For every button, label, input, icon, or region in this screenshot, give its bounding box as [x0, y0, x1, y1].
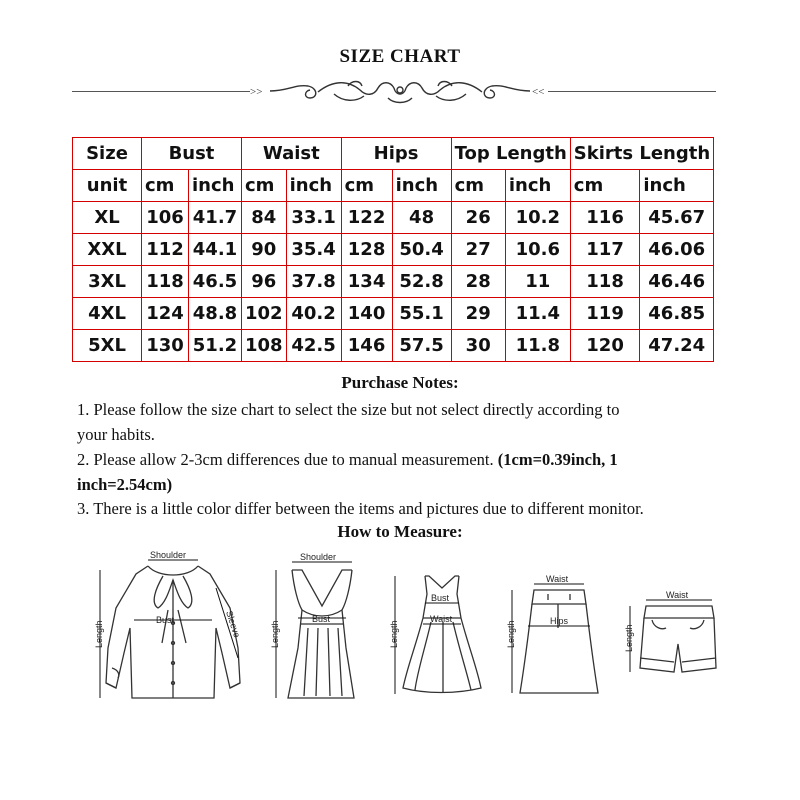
table-row [73, 330, 714, 362]
header-hips: Hips [341, 138, 451, 170]
table-cell: 112 [142, 234, 189, 266]
header-waist: Waist [242, 138, 342, 170]
header-skirts-length: Skirts Length [570, 138, 713, 170]
table-cell: 30 [451, 330, 505, 362]
note-1-line-1: 1. Please follow the size chart to select the size but not select directly according to [77, 400, 620, 419]
dress-waist-label: Waist [430, 614, 453, 624]
table-cell: 44.1 [189, 234, 242, 266]
table-cell: 33.1 [286, 202, 341, 234]
table-row [73, 202, 714, 234]
table-cell: 10.6 [505, 234, 570, 266]
shirt-length-label: Length [94, 620, 104, 648]
table-cell: 118 [570, 266, 640, 298]
table-cell: 28 [451, 266, 505, 298]
table-cell: 48 [392, 202, 451, 234]
table-cell: inch [392, 170, 451, 202]
table-cell: 57.5 [392, 330, 451, 362]
shorts-waist-label: Waist [666, 590, 689, 600]
table-cell: 27 [451, 234, 505, 266]
table-cell: 118 [142, 266, 189, 298]
table-cell: 52.8 [392, 266, 451, 298]
cami-measure-illustration [258, 548, 378, 718]
skirt-length-label: Length [506, 620, 516, 648]
table-cell: 124 [142, 298, 189, 330]
table-cell: 134 [341, 266, 392, 298]
table-row [73, 234, 714, 266]
shirt-shoulder-label: Shoulder [150, 550, 187, 560]
table-cell: 40.2 [286, 298, 341, 330]
cami-length-label: Length [270, 620, 280, 648]
dress-measure-illustration [385, 548, 495, 718]
table-cell: 102 [242, 298, 287, 330]
skirt-waist-label: Waist [546, 574, 569, 584]
table-cell: 117 [570, 234, 640, 266]
table-cell: cm [142, 170, 189, 202]
table-cell: 11 [505, 266, 570, 298]
table-cell: 55.1 [392, 298, 451, 330]
table-cell: 130 [142, 330, 189, 362]
note-2-line-1 [77, 448, 757, 472]
table-cell: cm [341, 170, 392, 202]
table-cell: 35.4 [286, 234, 341, 266]
table-cell: 41.7 [189, 202, 242, 234]
table-cell: XL [73, 202, 142, 234]
table-cell: 140 [341, 298, 392, 330]
table-cell: 3XL [73, 266, 142, 298]
table-cell: inch [189, 170, 242, 202]
ornament-left-arrows: >> [250, 86, 263, 98]
dress-length-label: Length [389, 620, 399, 648]
dress-bust-label: Bust [431, 593, 450, 603]
table-cell: 46.06 [640, 234, 714, 266]
note-2-text: 2. Please allow 2-3cm differences due to manual measurement. [77, 450, 498, 469]
header-size: Size [73, 138, 142, 170]
shorts-length-label: Length [624, 624, 634, 652]
size-table [72, 137, 714, 362]
table-cell: 46.46 [640, 266, 714, 298]
table-cell: cm [570, 170, 640, 202]
table-row [73, 298, 714, 330]
table-unit-row [73, 170, 714, 202]
shirt-measure-illustration [88, 548, 258, 718]
note-1-line-2: your habits. [77, 425, 155, 444]
table-cell: 46.85 [640, 298, 714, 330]
flourish-ornament [248, 76, 552, 106]
table-cell: 46.5 [189, 266, 242, 298]
note-2-conversion: (1cm=0.39inch, 1 [497, 450, 618, 469]
table-cell: 4XL [73, 298, 142, 330]
table-cell: cm [242, 170, 287, 202]
table-cell: 37.8 [286, 266, 341, 298]
table-cell: 29 [451, 298, 505, 330]
skirt-hips-label: Hips [550, 616, 569, 626]
shorts-measure-illustration [618, 548, 738, 718]
table-cell: 50.4 [392, 234, 451, 266]
skirt-measure-illustration [498, 548, 608, 718]
table-cell: 11.4 [505, 298, 570, 330]
note-2-line-2: inch=2.54cm) [77, 475, 173, 494]
table-cell: 119 [570, 298, 640, 330]
table-cell: 96 [242, 266, 287, 298]
table-cell: unit [73, 170, 142, 202]
table-cell: 11.8 [505, 330, 570, 362]
table-cell: 5XL [73, 330, 142, 362]
table-cell: 10.2 [505, 202, 570, 234]
ornament-right-arrows: << [532, 86, 545, 98]
table-cell: 47.24 [640, 330, 714, 362]
ornament-line-left [72, 91, 250, 92]
table-cell: 42.5 [286, 330, 341, 362]
table-row [73, 266, 714, 298]
cami-bust-label: Bust [312, 614, 331, 624]
size-chart-title: SIZE CHART [339, 46, 461, 67]
cami-shoulder-label: Shoulder [300, 552, 337, 562]
table-cell: 90 [242, 234, 287, 266]
table-cell: 116 [570, 202, 640, 234]
shirt-bust-label: Bust [156, 615, 175, 625]
table-cell: 45.67 [640, 202, 714, 234]
table-cell: 51.2 [189, 330, 242, 362]
table-cell: XXL [73, 234, 142, 266]
table-cell: 128 [341, 234, 392, 266]
shirt-sleeve-label: Sleeve [224, 609, 243, 639]
table-cell: inch [505, 170, 570, 202]
table-cell: 84 [242, 202, 287, 234]
how-to-measure-title: How to Measure: [337, 522, 463, 541]
purchase-notes-title: Purchase Notes: [341, 373, 459, 392]
table-cell: 120 [570, 330, 640, 362]
table-header-row [73, 138, 714, 170]
table-cell: cm [451, 170, 505, 202]
table-cell: inch [286, 170, 341, 202]
table-cell: 108 [242, 330, 287, 362]
note-3: 3. There is a little color differ between the items and pictures due to different monitor. [77, 499, 644, 518]
table-cell: 48.8 [189, 298, 242, 330]
ornament-line-right [548, 91, 716, 92]
table-cell: 106 [142, 202, 189, 234]
table-cell: 146 [341, 330, 392, 362]
table-cell: 26 [451, 202, 505, 234]
header-bust: Bust [142, 138, 242, 170]
header-top-length: Top Length [451, 138, 570, 170]
table-cell: 122 [341, 202, 392, 234]
table-cell: inch [640, 170, 714, 202]
